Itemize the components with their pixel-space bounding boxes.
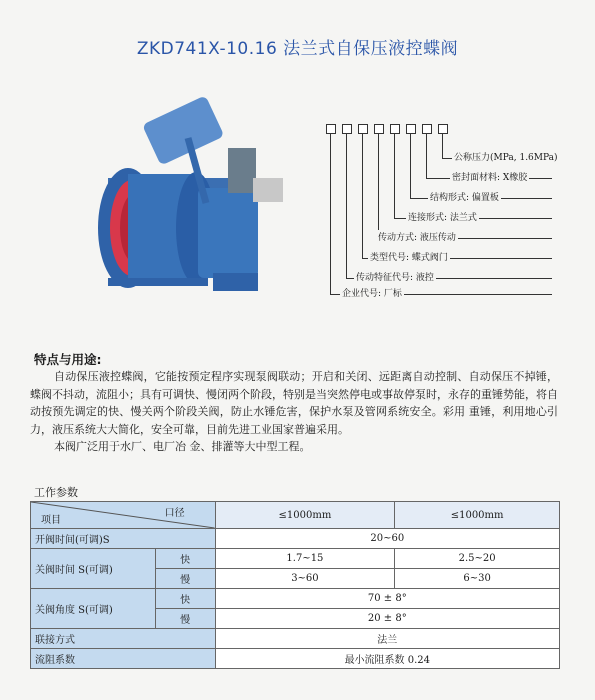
row-value: 20~60 [215, 529, 559, 549]
sub-label-fast: 快 [155, 549, 215, 569]
features-description [30, 368, 558, 456]
sub-label-fast: 快 [155, 589, 215, 609]
table-row [31, 549, 560, 569]
code-box [438, 124, 448, 134]
row-value: 法兰 [215, 629, 559, 649]
features-title: 特点与用途: [34, 352, 102, 367]
code-label-structure: 结构形式: 偏置板 [428, 190, 501, 203]
row-value: 1.7~15 [215, 549, 395, 569]
header-col1: ≤1000mm [215, 502, 395, 529]
code-label-seal: 密封面材料: X橡胶 [450, 170, 529, 183]
page-title: ZKD741X-10.16 法兰式自保压液控蝶阀 [136, 39, 459, 59]
table-row [31, 629, 560, 649]
features-paragraph: 本阀广泛用于水厂、电厂冶 金、排灌等大中型工程。 [54, 440, 311, 453]
header-caliber: 口径 [164, 508, 185, 519]
code-box [406, 124, 416, 134]
code-box [358, 124, 368, 134]
params-title: 工作参数 [34, 486, 78, 499]
code-box [422, 124, 432, 134]
table-header-row [31, 502, 560, 529]
valve-photo [88, 78, 288, 303]
model-code-diagram [318, 110, 558, 305]
sub-label-slow: 慢 [155, 609, 215, 629]
code-box [342, 124, 352, 134]
row-value: 最小流阻系数 0.24 [215, 649, 559, 669]
header-col2: ≤1000mm [395, 502, 560, 529]
row-label: 联接方式 [31, 629, 216, 649]
row-label: 流阻系数 [31, 649, 216, 669]
code-box [374, 124, 384, 134]
code-label-drive: 传动方式: 液压传动 [376, 230, 458, 243]
code-label-company: 企业代号: 厂标 [340, 286, 404, 299]
features-paragraph: 自动保压液控蝶阀，它能按预定程序实现泵阀联动；开启和关闭、远距离自动控制、自动保压不掉锤，蝶阀不抖动，流阻小；具有可调快、慢闭两个阶段，特别是当突然停电或事故停泵时，永存的重锤势能，将自动按预先调定的快、慢关两个阶段关阀，防止水锤危害，保护水泵及管网系统安全。彩用 重锤，利用地心引力，液压系统大大简化，安全可靠，目前先进工业国家普遍采用。 [30, 370, 558, 436]
code-label-connection: 连接形式: 法兰式 [406, 210, 479, 223]
code-box [326, 124, 336, 134]
row-value: 20 ± 8° [215, 609, 559, 629]
row-label: 开阀时间(可调)S [31, 529, 216, 549]
header-item: 项目 [41, 515, 61, 526]
row-value: 2.5~20 [395, 549, 560, 569]
row-value: 3~60 [215, 569, 395, 589]
code-label-pressure: 公称压力(MPa, 1.6MPa) [452, 150, 560, 163]
row-value: 70 ± 8° [215, 589, 559, 609]
code-label-drive-feature: 传动特征代号: 液控 [354, 270, 436, 283]
diagonal-header-cell [31, 502, 216, 529]
row-value: 6~30 [395, 569, 560, 589]
row-label: 关阀角度 S(可调) [31, 589, 156, 629]
code-box [390, 124, 400, 134]
table-row [31, 529, 560, 549]
params-table [30, 501, 560, 669]
code-label-type: 类型代号: 蝶式阀门 [368, 250, 450, 263]
row-label: 关阀时间 S(可调) [31, 549, 156, 589]
table-row [31, 589, 560, 609]
table-row [31, 649, 560, 669]
sub-label-slow: 慢 [155, 569, 215, 589]
